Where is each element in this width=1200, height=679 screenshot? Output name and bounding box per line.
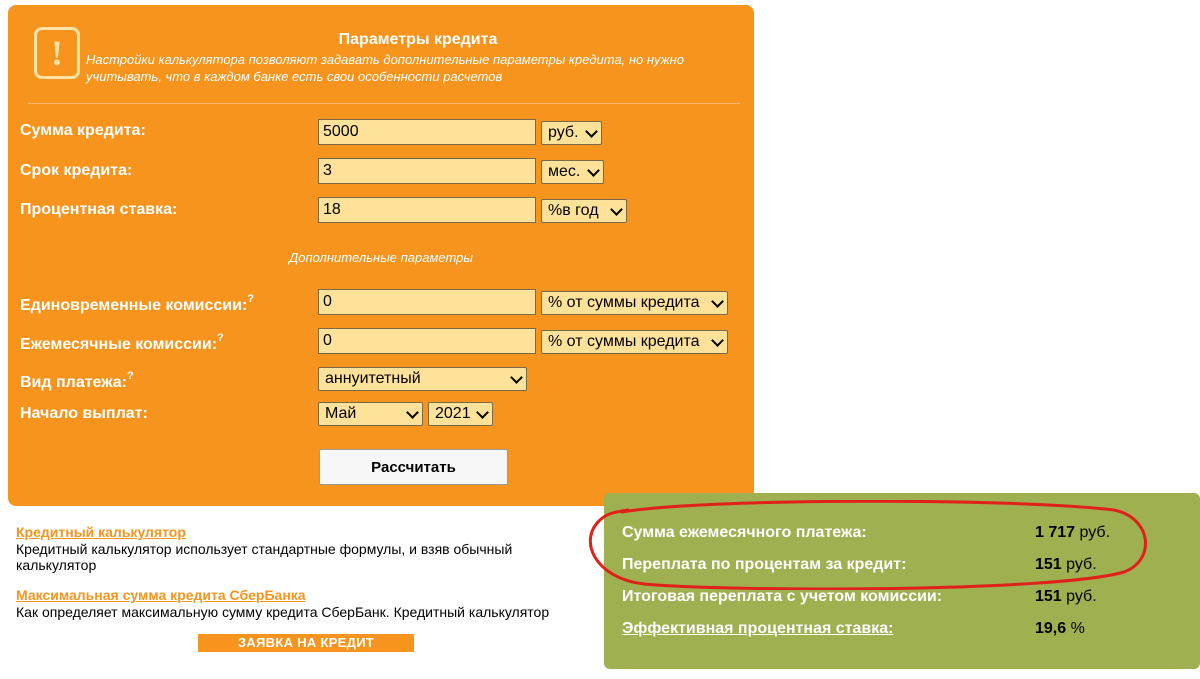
chevron-down-icon <box>711 295 724 308</box>
payment-type-label-text: Вид платежа: <box>20 374 128 391</box>
monthly-fee-unit-value: % от суммы кредита <box>548 333 700 350</box>
interest-overpay-unit: руб. <box>1066 556 1097 573</box>
chevron-down-icon <box>406 406 419 419</box>
link-credit-calculator[interactable]: Кредитный калькулятор <box>16 524 186 540</box>
monthly-payment-label: Сумма ежемесячного платежа: <box>622 524 867 541</box>
help-hint[interactable]: ? <box>217 332 224 344</box>
effective-rate-link[interactable]: Эффективная процентная ставка: <box>622 620 894 637</box>
rate-unit-select[interactable] <box>541 199 627 223</box>
monthly-fee-input[interactable]: 0 <box>318 328 536 354</box>
monthly-payment-amount: 1 717 <box>1035 524 1076 541</box>
monthly-fee-label-text: Ежемесячные комиссии: <box>20 336 218 353</box>
term-label: Срок кредита: <box>20 162 133 179</box>
effective-rate-value <box>1035 620 1085 638</box>
chevron-down-icon <box>510 371 523 384</box>
warning-icon: ! <box>34 27 80 79</box>
amount-unit-value: руб. <box>548 124 579 141</box>
panel-title: Параметры кредита <box>338 31 498 48</box>
red-annotation-oval <box>584 500 1150 590</box>
interest-overpay-amount: 151 <box>1035 556 1062 573</box>
term-unit-select[interactable] <box>541 160 604 184</box>
onetime-fee-unit-select[interactable] <box>541 291 728 315</box>
term-input[interactable]: 3 <box>318 158 536 184</box>
help-hint[interactable]: ? <box>127 370 134 382</box>
link-credit-calculator-desc: Кредитный калькулятор использует стандартные формулы, и взяв обычный калькулятор <box>16 541 513 573</box>
start-year-select[interactable] <box>428 402 493 426</box>
monthly-fee-unit-select[interactable] <box>541 330 728 354</box>
chevron-down-icon <box>476 406 489 419</box>
chevron-down-icon <box>610 203 623 216</box>
payment-type-value: аннуитетный <box>325 370 421 387</box>
rate-unit-value: %в год <box>548 202 599 219</box>
interest-overpay-label: Переплата по процентам за кредит: <box>622 556 907 573</box>
rate-label: Процентная ставка: <box>20 201 178 218</box>
amount-input[interactable]: 5000 <box>318 119 536 145</box>
monthly-fee-label <box>20 332 224 354</box>
monthly-payment-unit: руб. <box>1079 524 1111 541</box>
panel-description: Настройки калькулятора позволяют задавать дополнительные параметры кредита, но нужно учитывать, что в каждом банке есть свои особенности расчетов <box>86 52 685 84</box>
start-year-value: 2021 <box>435 405 471 422</box>
effective-rate-amount: 19,6 <box>1035 620 1067 637</box>
divider <box>28 103 740 104</box>
onetime-fee-label-text: Единовременные комиссии: <box>20 297 248 314</box>
chevron-down-icon <box>585 125 598 138</box>
chevron-down-icon <box>711 334 724 347</box>
rate-input[interactable]: 18 <box>318 197 536 223</box>
start-month-select[interactable] <box>318 402 423 426</box>
start-month-value: Май <box>325 405 357 422</box>
payment-type-select[interactable] <box>318 367 527 391</box>
start-label: Начало выплат: <box>20 405 148 422</box>
link-max-credit-sberbank[interactable]: Максимальная сумма кредита СберБанка <box>16 587 306 603</box>
onetime-fee-label <box>20 293 254 315</box>
total-overpay-label: Итоговая переплата с учетом комиссии: <box>622 588 943 605</box>
extra-params-title: Дополнительные параметры <box>289 250 473 265</box>
total-overpay-value <box>1035 588 1097 606</box>
amount-unit-select[interactable] <box>541 121 602 145</box>
amount-label: Сумма кредита: <box>20 122 146 139</box>
effective-rate-unit: % <box>1070 620 1085 637</box>
total-overpay-amount: 151 <box>1035 588 1062 605</box>
onetime-fee-unit-value: % от суммы кредита <box>548 294 700 311</box>
total-overpay-unit: руб. <box>1066 588 1097 605</box>
chevron-down-icon <box>587 164 600 177</box>
payment-type-label <box>20 370 134 392</box>
onetime-fee-input[interactable]: 0 <box>318 289 536 315</box>
link-max-credit-sberbank-desc: Как определяет максимальную сумму кредита СберБанк. Кредитный калькулятор <box>16 604 550 620</box>
help-hint[interactable]: ? <box>247 293 255 305</box>
apply-credit-button[interactable]: ЗАЯВКА НА КРЕДИТ <box>198 634 414 652</box>
term-unit-value: мес. <box>548 163 581 180</box>
calculate-button[interactable]: Рассчитать <box>319 449 508 485</box>
